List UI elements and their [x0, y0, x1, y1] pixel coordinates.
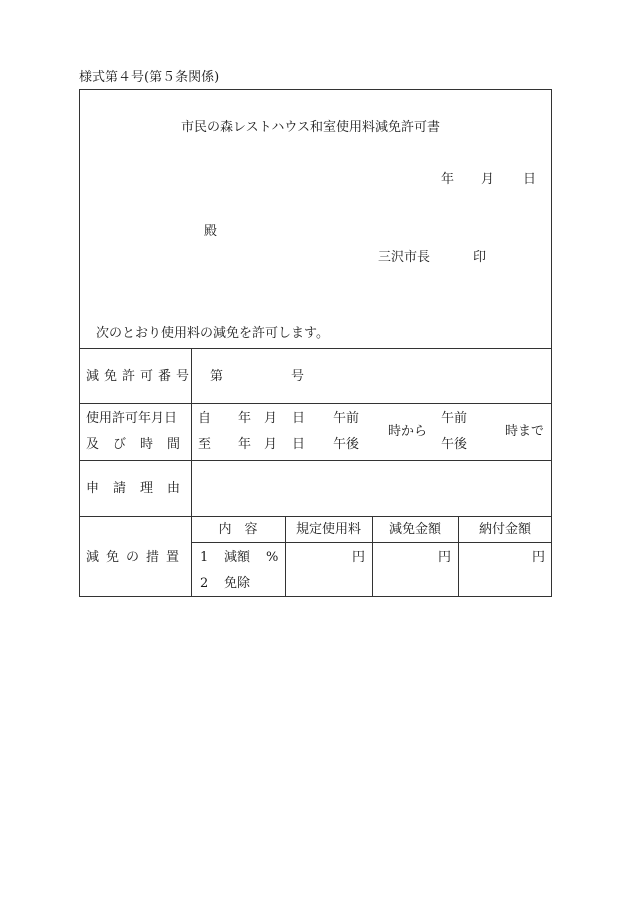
to-year: 年 [238, 437, 252, 452]
from-year: 年 [238, 411, 252, 426]
from-day: 日 [292, 411, 306, 426]
date-year-label: 年 [441, 172, 455, 187]
permit-number-label: 減免許可番号 [86, 369, 195, 384]
reduction-amount-yen: 円 [437, 550, 451, 565]
to-ampm: 午後 [333, 437, 360, 452]
permit-statement: 次のとおり使用料の減免を許可します。 [96, 326, 329, 341]
date-month-label: 月 [481, 172, 495, 187]
seal-mark: 印 [473, 250, 487, 265]
measure-header-payment: 納付金額 [478, 522, 531, 537]
row-divider [79, 460, 552, 461]
issuer-name: 三沢市長 [378, 250, 431, 265]
standard-fee-yen: 円 [351, 550, 365, 565]
label-column-divider [191, 348, 192, 597]
from-time-suffix: 時から [388, 424, 428, 439]
measure-label: 減免の措置 [86, 550, 187, 565]
measure-header-content: 内 容 [218, 522, 258, 537]
date-day-label: 日 [523, 172, 537, 187]
permit-form-frame [79, 89, 552, 597]
reason-label: 申請理由 [86, 481, 195, 496]
to-day: 日 [292, 437, 306, 452]
use-period-label-line2: 及び時間 [86, 437, 195, 452]
option2-text: 免除 [224, 576, 251, 591]
to-mark: 至 [198, 437, 212, 452]
measure-header-standard-fee: 規定使用料 [295, 522, 361, 537]
option1-unit: % [266, 550, 279, 565]
row-divider [79, 348, 552, 349]
option1-number: 1 [200, 550, 209, 565]
from-month: 月 [264, 411, 278, 426]
permit-number-suffix: 号 [291, 369, 305, 384]
to-month: 月 [264, 437, 278, 452]
addressee-suffix: 殿 [204, 224, 218, 239]
permit-number-prefix: 第 [210, 369, 224, 384]
from-ampm: 午前 [333, 411, 360, 426]
payment-amount-yen: 円 [531, 550, 545, 565]
from-mark: 自 [198, 411, 212, 426]
row-divider [79, 516, 552, 517]
document-title: 市民の森レストハウス和室使用料減免許可書 [181, 120, 440, 135]
end-pm-label: 午後 [441, 437, 468, 452]
option1-text: 減額 [224, 550, 251, 565]
use-period-label-line1: 使用許可年月日 [86, 411, 178, 426]
option2-number: 2 [200, 576, 209, 591]
end-time-suffix: 時まで [505, 424, 545, 439]
end-am-label: 午前 [441, 411, 468, 426]
row-divider [79, 403, 552, 404]
measure-header-reduction: 減免金額 [388, 522, 441, 537]
form-number-label: 様式第４号(第５条関係) [79, 70, 220, 85]
